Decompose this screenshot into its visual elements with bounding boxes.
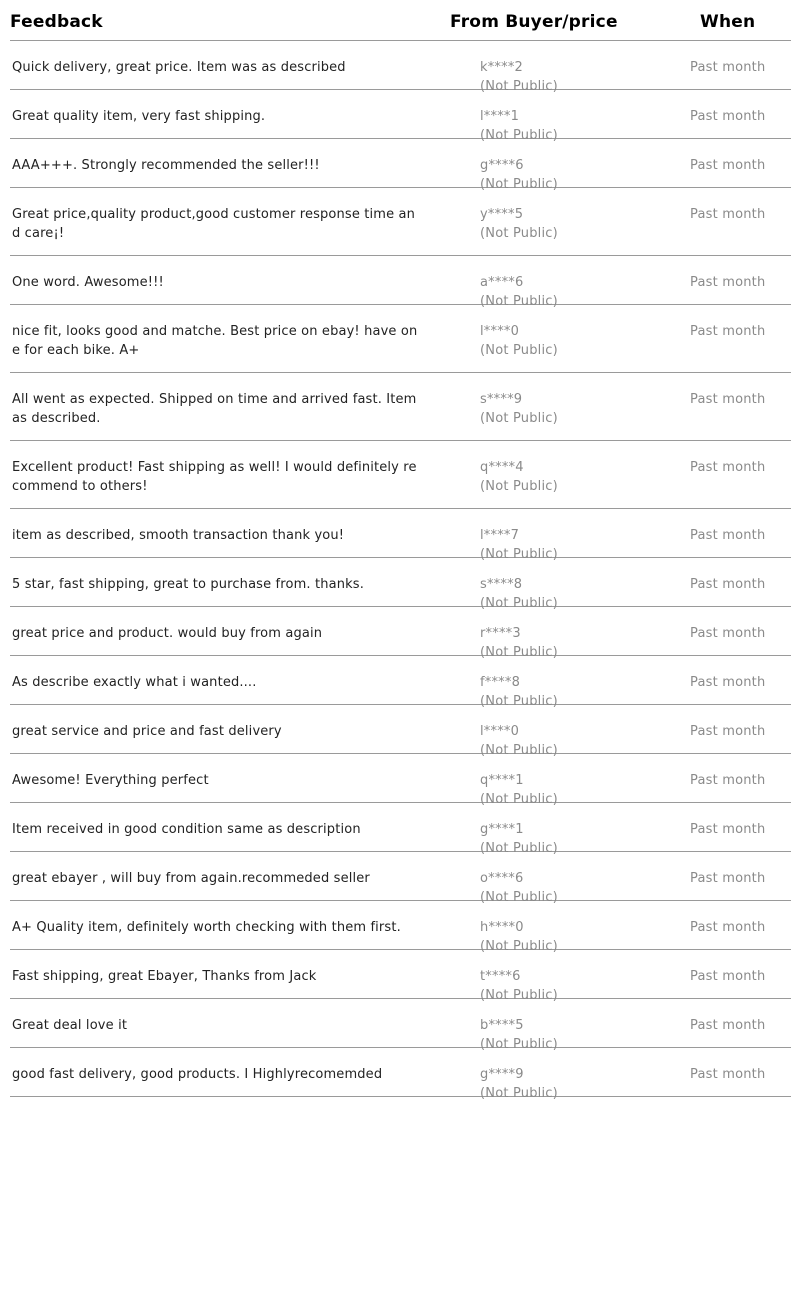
feedback-text: As describe exactly what i wanted.... — [12, 675, 257, 690]
buyer-cell — [480, 1065, 558, 1103]
buyer-privacy: (Not Public) — [480, 743, 558, 758]
buyer-id: f****8 — [480, 675, 521, 690]
feedback-text: A+ Quality item, definitely worth checking with them first. — [12, 920, 401, 935]
buyer-privacy: (Not Public) — [480, 890, 558, 905]
table-row — [10, 373, 791, 441]
table-row — [10, 509, 791, 562]
table-row — [10, 754, 791, 807]
when-text: Past month — [690, 969, 766, 984]
buyer-privacy: (Not Public) — [480, 1086, 558, 1101]
feedback-text: Great price,quality product,good customer response time and care¡! — [12, 207, 416, 241]
buyer-id: k****2 — [480, 60, 523, 75]
buyer-id: g****6 — [480, 158, 524, 173]
when-text: Past month — [690, 275, 766, 290]
when-text: Past month — [690, 920, 766, 935]
feedback-text: All went as expected. Shipped on time and arrived fast. Item as described. — [12, 392, 417, 426]
feedback-table — [10, 0, 791, 1101]
feedback-text: nice fit, looks good and matche. Best price on ebay! have one for each bike. A+ — [12, 324, 418, 358]
feedback-text: good fast delivery, good products. I Highlyrecomemded — [12, 1067, 383, 1082]
buyer-privacy: (Not Public) — [480, 1037, 558, 1052]
buyer-privacy: (Not Public) — [480, 226, 558, 241]
when-text: Past month — [690, 60, 766, 75]
buyer-id: g****1 — [480, 822, 524, 837]
header-when: When — [700, 12, 756, 32]
table-row — [10, 852, 791, 905]
buyer-id: t****6 — [480, 969, 521, 984]
buyer-privacy: (Not Public) — [480, 547, 558, 562]
buyer-privacy: (Not Public) — [480, 128, 558, 143]
feedback-text: item as described, smooth transaction thank you! — [12, 528, 345, 543]
when-text: Past month — [690, 626, 766, 641]
feedback-text: Excellent product! Fast shipping as well! I would definitely recommend to others! — [12, 460, 417, 494]
buyer-id: l****1 — [480, 109, 520, 124]
table-row — [10, 305, 791, 373]
table-row — [10, 41, 791, 94]
buyer-privacy: (Not Public) — [480, 479, 558, 494]
feedback-text: Item received in good condition same as description — [12, 822, 361, 837]
table-row — [10, 90, 791, 143]
buyer-id: s****8 — [480, 577, 523, 592]
table-row — [10, 705, 791, 758]
table-row — [10, 139, 791, 192]
buyer-cell — [480, 390, 558, 428]
buyer-privacy: (Not Public) — [480, 694, 558, 709]
buyer-privacy: (Not Public) — [480, 294, 558, 309]
buyer-id: l****7 — [480, 528, 520, 543]
when-text: Past month — [690, 871, 766, 886]
table-row — [10, 1048, 791, 1101]
feedback-text: Awesome! Everything perfect — [12, 773, 209, 788]
buyer-id: g****9 — [480, 1067, 524, 1082]
header-feedback: Feedback — [10, 12, 103, 32]
buyer-id: y****5 — [480, 207, 524, 222]
when-text: Past month — [690, 724, 766, 739]
buyer-id: b****5 — [480, 1018, 524, 1033]
feedback-text: Fast shipping, great Ebayer, Thanks from Jack — [12, 969, 317, 984]
table-row — [10, 558, 791, 611]
when-text: Past month — [690, 324, 766, 339]
buyer-cell — [480, 458, 558, 496]
buyer-privacy: (Not Public) — [480, 177, 558, 192]
buyer-privacy: (Not Public) — [480, 988, 558, 1003]
feedback-text: Quick delivery, great price. Item was as described — [12, 60, 346, 75]
buyer-id: a****6 — [480, 275, 524, 290]
buyer-privacy: (Not Public) — [480, 841, 558, 856]
when-text: Past month — [690, 528, 766, 543]
table-row — [10, 188, 791, 256]
when-text: Past month — [690, 1067, 766, 1082]
buyer-privacy: (Not Public) — [480, 792, 558, 807]
when-text: Past month — [690, 392, 766, 407]
buyer-id: q****4 — [480, 460, 524, 475]
feedback-text: great price and product. would buy from again — [12, 626, 323, 641]
feedback-rows — [10, 41, 791, 1101]
buyer-privacy: (Not Public) — [480, 343, 558, 358]
feedback-text: 5 star, fast shipping, great to purchase from. thanks. — [12, 577, 364, 592]
buyer-id: r****3 — [480, 626, 521, 641]
buyer-cell — [480, 322, 558, 360]
buyer-privacy: (Not Public) — [480, 596, 558, 611]
table-header — [10, 0, 791, 41]
table-row — [10, 901, 791, 954]
buyer-id: l****0 — [480, 324, 520, 339]
table-row — [10, 803, 791, 856]
feedback-text: AAA+++. Strongly recommended the seller!!! — [12, 158, 320, 173]
buyer-id: o****6 — [480, 871, 524, 886]
table-row — [10, 256, 791, 309]
when-text: Past month — [690, 822, 766, 837]
when-text: Past month — [690, 109, 766, 124]
buyer-id: q****1 — [480, 773, 524, 788]
buyer-privacy: (Not Public) — [480, 411, 558, 426]
buyer-id: h****0 — [480, 920, 524, 935]
feedback-text: great service and price and fast delivery — [12, 724, 282, 739]
feedback-text: Great quality item, very fast shipping. — [12, 109, 266, 124]
table-row — [10, 656, 791, 709]
when-text: Past month — [690, 773, 766, 788]
when-text: Past month — [690, 577, 766, 592]
buyer-privacy: (Not Public) — [480, 939, 558, 954]
feedback-text: One word. Awesome!!! — [12, 275, 164, 290]
table-row — [10, 950, 791, 1003]
table-row — [10, 441, 791, 509]
table-row — [10, 999, 791, 1052]
buyer-cell — [480, 205, 558, 243]
when-text: Past month — [690, 1018, 766, 1033]
buyer-privacy: (Not Public) — [480, 645, 558, 660]
buyer-id: s****9 — [480, 392, 523, 407]
table-row — [10, 607, 791, 660]
feedback-text: great ebayer , will buy from again.recommeded seller — [12, 871, 370, 886]
header-from-buyer-price: From Buyer/price — [450, 12, 618, 32]
when-text: Past month — [690, 158, 766, 173]
when-text: Past month — [690, 207, 766, 222]
when-text: Past month — [690, 675, 766, 690]
when-text: Past month — [690, 460, 766, 475]
buyer-id: l****0 — [480, 724, 520, 739]
feedback-text: Great deal love it — [12, 1018, 128, 1033]
buyer-privacy: (Not Public) — [480, 79, 558, 94]
